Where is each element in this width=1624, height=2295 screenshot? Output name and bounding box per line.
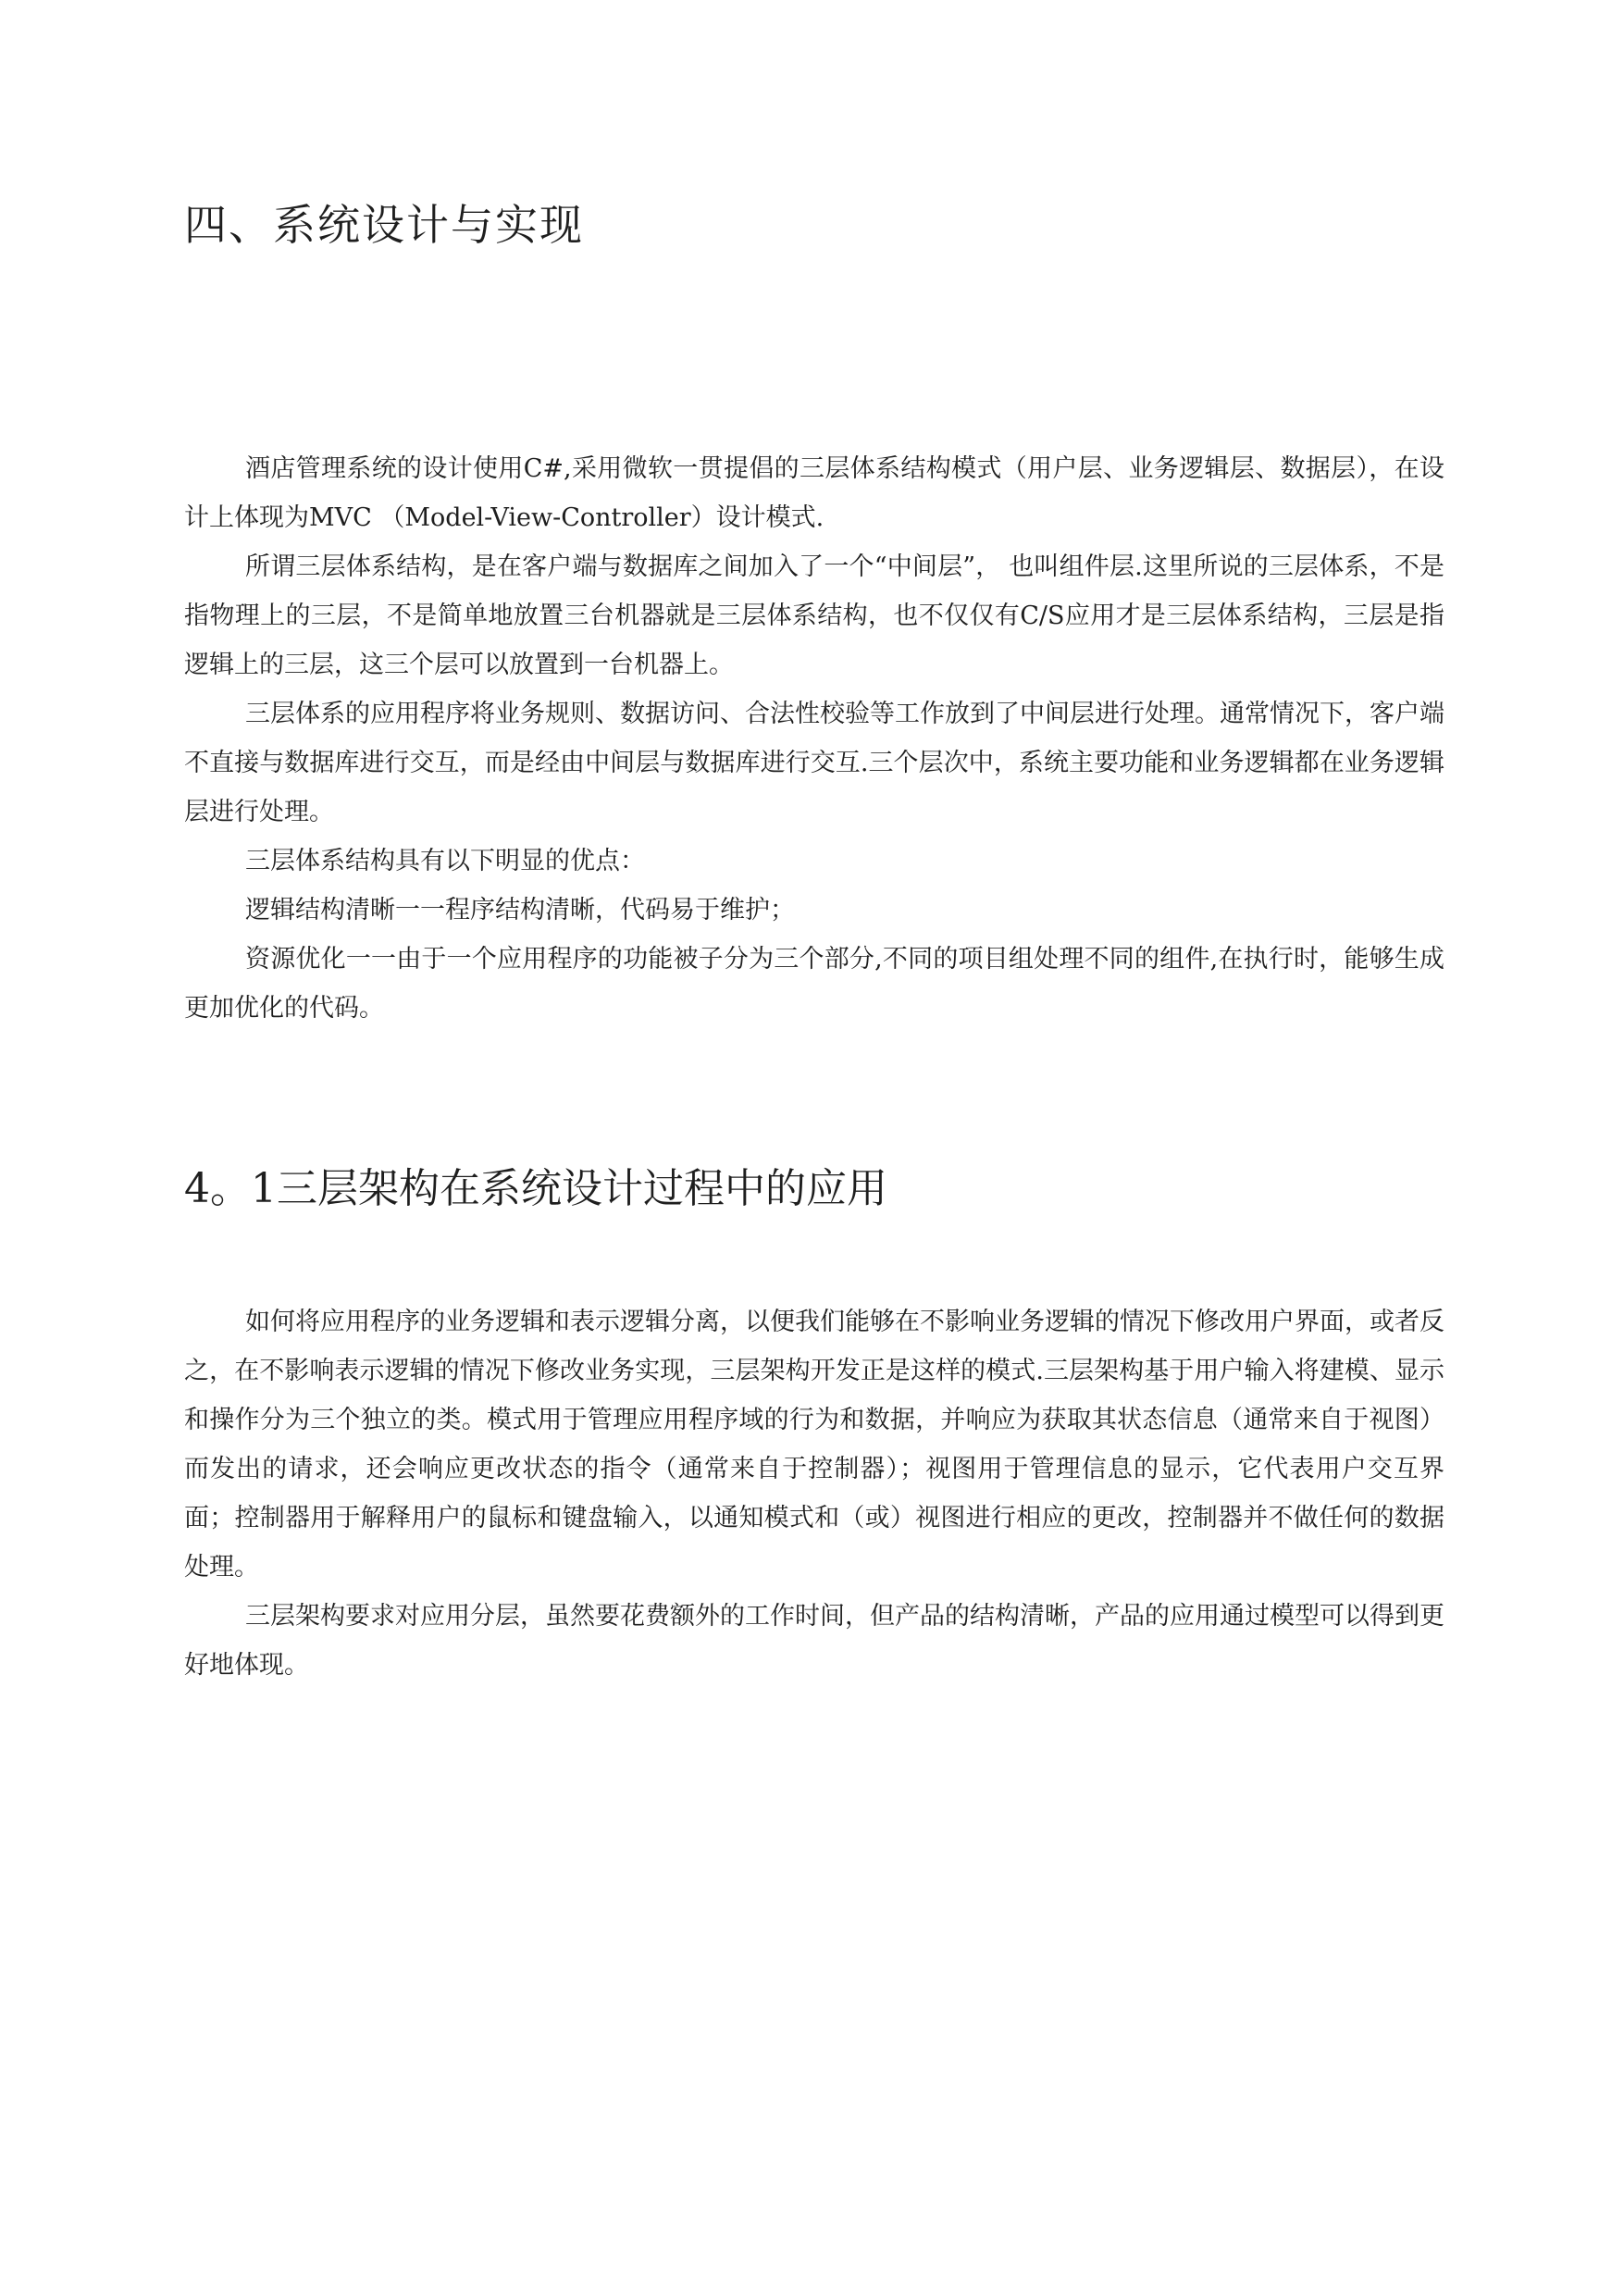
section-body: [184, 1297, 1444, 1690]
chapter-title: 四、系统设计与实现: [184, 200, 584, 250]
intro-paragraph-6: 资源优化一一由于一个应用程序的功能被子分为三个部分,不同的项目组处理不同的组件,在执行时，能够生成更加优化的代码。: [184, 945, 1444, 1023]
intro-paragraph-2: 所谓三层体系结构，是在客户端与数据库之间加入了一个“中间层”， 也叫组件层.这里所说的三层体系，不是指物理上的三层，不是简单地放置三台机器就是三层体系结构，也不仅仅有C/S应用才是三层体系结构，三层是指逻辑上的三层，这三个层可以放置到一台机器上。: [184, 552, 1444, 679]
section-paragraph-1: 如何将应用程序的业务逻辑和表示逻辑分离，以便我们能够在不影响业务逻辑的情况下修改用户界面，或者反之，在不影响表示逻辑的情况下修改业务实现，三层架构开发正是这样的模式.三层架构基于用户输入将建模、显示和操作分为三个独立的类。模式用于管理应用程序域的行为和数据，并响应为获取其状态信息（通常来自于视图）而发出的请求，还会响应更改状态的指令（通常来自于控制器）；视图用于管理信息的显示，它代表用户交互界面；控制器用于解释用户的鼠标和键盘输入，以通知模式和（或）视图进行相应的更改，控制器并不做任何的数据处理。: [184, 1308, 1444, 1582]
intro-paragraph-4: 三层体系结构具有以下明显的优点：: [245, 847, 645, 875]
intro-paragraph-1: 酒店管理系统的设计使用C#,采用微软一贯提倡的三层体系结构模式（用户层、业务逻辑层、数据层），在设计上体现为MVC （Model-View-Controller）设计模式.: [184, 454, 1444, 532]
intro-paragraph-3: 三层体系的应用程序将业务规则、数据访问、合法性校验等工作放到了中间层进行处理。通常情况下，客户端不直接与数据库进行交互，而是经由中间层与数据库进行交互.三个层次中，系统主要功能和业务逻辑都在业务逻辑层进行处理。: [184, 700, 1444, 826]
section-paragraph-2: 三层架构要求对应用分层，虽然要花费额外的工作时间，但产品的结构清晰，产品的应用通过模型可以得到更好地体现。: [184, 1602, 1444, 1680]
intro-paragraph-5: 逻辑结构清晰一一程序结构清晰，代码易于维护；: [245, 896, 795, 924]
intro-body: [184, 444, 1444, 1033]
section-title: 4。1三层架构在系统设计过程中的应用: [184, 1165, 887, 1212]
